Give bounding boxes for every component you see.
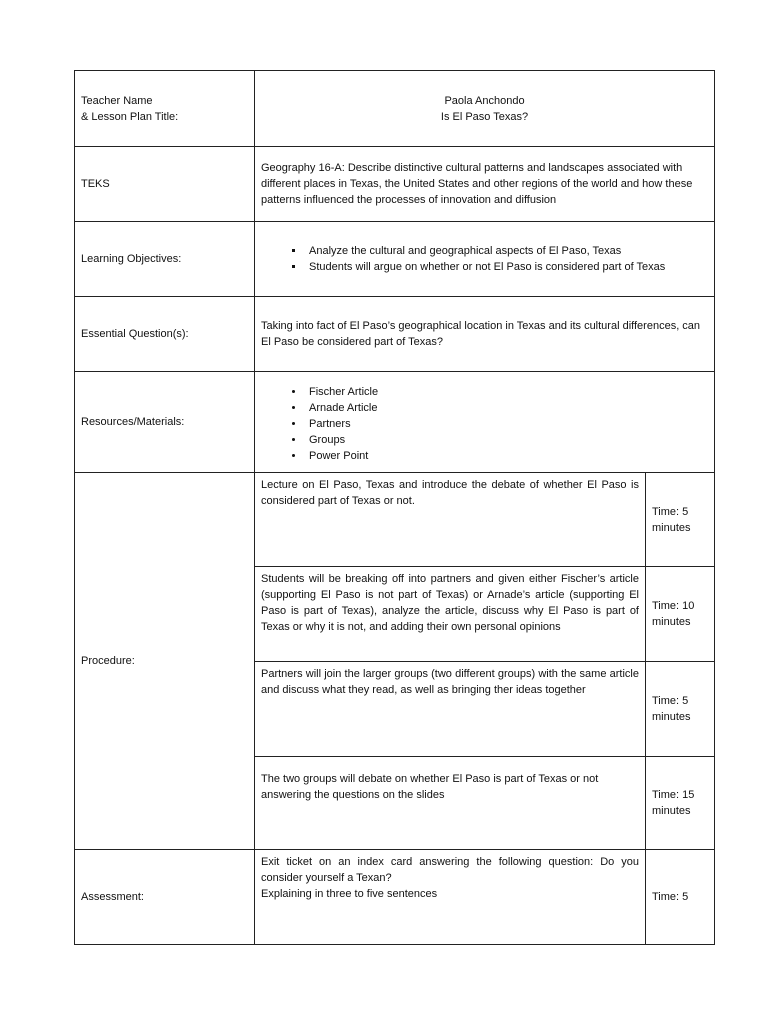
time-value: Time: 5 [652, 505, 689, 518]
list-item: • Groups [305, 432, 708, 448]
lesson-title-label: & Lesson Plan Title: [81, 110, 179, 123]
procedure-step-text: Lecture on El Paso, Texas and introduce the debate of whether El Paso is considered part of Texas or not. [255, 473, 646, 567]
assessment-time: Time: 5 [646, 850, 715, 945]
list-item: • Partners [305, 416, 708, 432]
procedure-step-time [646, 473, 715, 567]
time-value: Time: 5 [652, 695, 689, 707]
list-item: ▪ Analyze the cultural and geographical aspects of El Paso, Texas [305, 243, 708, 259]
assessment-text-2: Explaining in three to five sentences [261, 888, 438, 900]
list-item: • Power Point [305, 448, 708, 464]
time-value: Time: 15 [652, 789, 695, 801]
teacher-name: Paola Anchondo [444, 94, 525, 107]
teacher-name-label: Teacher Name [81, 94, 153, 107]
procedure-step-time [646, 757, 715, 850]
resources-list [261, 384, 708, 464]
teks-text: Geography 16-A: Describe distinctive cultural patterns and landscapes associated with different places in Texas, the United States and other regions of the world and how these patterns influenced the processes of innovation and diffusion [255, 147, 715, 222]
procedure-step-text: The two groups will debate on whether El Paso is part of Texas or not answering the questions on the slides [255, 757, 646, 850]
time-unit: minutes [652, 711, 691, 723]
procedure-step-row [75, 473, 715, 567]
resources-label: Resources/Materials: [75, 372, 255, 473]
assessment-text: Exit ticket on an index card answering the following question: Do you consider yourself a Texan? [261, 856, 639, 884]
time-unit: minutes [652, 616, 691, 628]
row-title [75, 71, 715, 147]
procedure-step-text: Partners will join the larger groups (two different groups) with the same article and discuss what they read, as well as bringing ther ideas together [255, 662, 646, 757]
title-label-cell [75, 71, 255, 147]
row-objectives [75, 222, 715, 297]
list-item: • Fischer Article [305, 384, 708, 400]
question-label: Essential Question(s): [75, 297, 255, 372]
objectives-label: Learning Objectives: [75, 222, 255, 297]
row-assessment [75, 850, 715, 945]
procedure-step-time [646, 567, 715, 662]
list-item: • Arnade Article [305, 400, 708, 416]
assessment-label: Assessment: [75, 850, 255, 945]
assessment-text-cell [255, 850, 646, 945]
time-value: Time: 10 [652, 600, 695, 612]
time-unit: minutes [652, 521, 691, 534]
title-value-cell [255, 71, 715, 147]
teks-label: TEKS [75, 147, 255, 222]
objectives-cell [255, 222, 715, 297]
row-essential-question [75, 297, 715, 372]
row-teks [75, 147, 715, 222]
lesson-plan-table [74, 70, 715, 945]
procedure-step-time [646, 662, 715, 757]
question-text: Taking into fact of El Paso’s geographical location in Texas and its cultural differences, can El Paso be considered part of Texas? [255, 297, 715, 372]
procedure-label: Procedure: [75, 473, 255, 850]
list-item: ▪ Students will argue on whether or not El Paso is considered part of Texas [305, 259, 708, 275]
row-resources [75, 372, 715, 473]
procedure-step-text: Students will be breaking off into partners and given either Fischer’s article (supporting El Paso is not part of Texas) or Arnade’s article (supporting El Paso is part of Texas), analyze the article, discuss why El Paso is part of Texas or why it is not, and adding their own personal opinions [255, 567, 646, 662]
objectives-list [261, 243, 708, 275]
time-unit: minutes [652, 805, 691, 817]
lesson-title: Is El Paso Texas? [440, 110, 529, 123]
resources-cell [255, 372, 715, 473]
